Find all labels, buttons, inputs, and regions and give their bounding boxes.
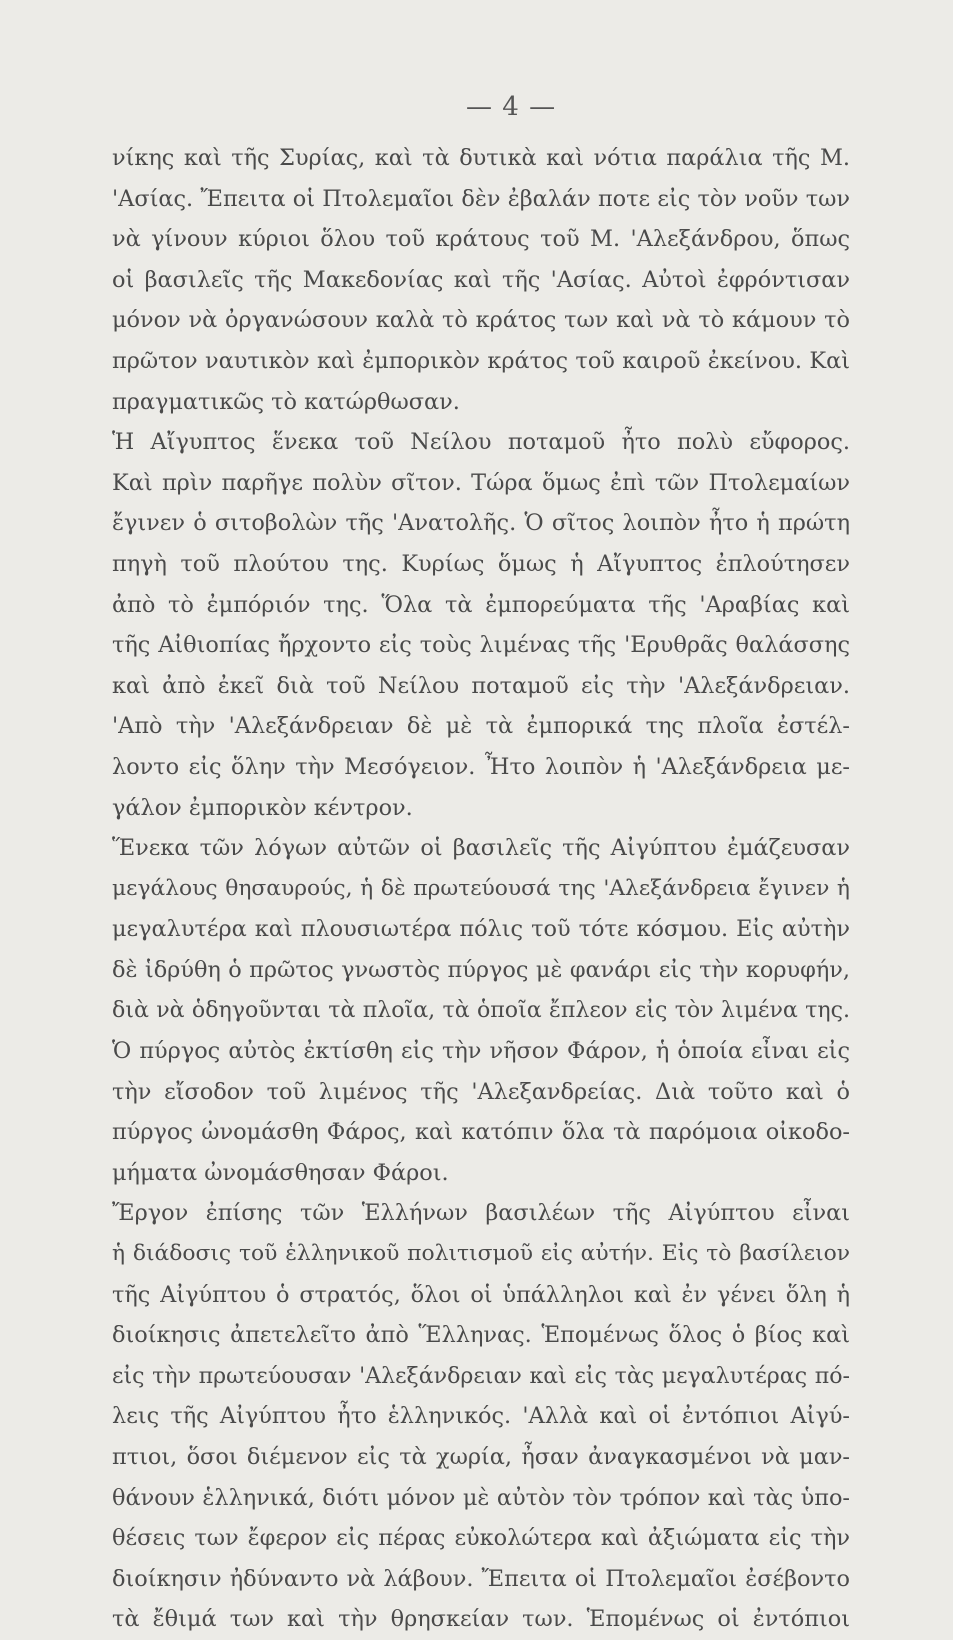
text-line: θάνουν ἑλληνικά, διότι μόνον μὲ αὐτὸν τὸν τρόπον καὶ τὰς ὑπο- — [112, 1484, 850, 1511]
text-line: διοίκησιν ἠδύναντο νὰ λάβουν. Ἔπειτα οἱ Πτολεμαῖοι ἐσέβοντο — [112, 1565, 850, 1592]
text-line: Ἔργον ἐπίσης τῶν Ἑλλήνων βασιλέων τῆς Αἰγύπτου εἶναι — [112, 1200, 850, 1227]
text-line: καὶ ἀπὸ ἐκεῖ διὰ τοῦ Νείλου ποταμοῦ εἰς τὴν 'Αλεξάνδρειαν. — [112, 672, 850, 699]
text-line: γάλον ἐμπορικὸν κέντρον. — [112, 794, 413, 821]
text-line: μόνον νὰ ὀργανώσουν καλὰ τὸ κράτος των καὶ νὰ τὸ κάμουν τὸ — [112, 307, 850, 334]
text-line: εἰς τὴν πρωτεύουσαν 'Αλεξάνδρειαν καὶ εἰς τὰς μεγαλυτέρας πό- — [112, 1362, 850, 1389]
text-line: τῆς Αἰγύπτου ὁ στρατός, ὅλοι οἱ ὑπάλληλοι καὶ ἐν γένει ὅλη ἡ — [112, 1281, 850, 1308]
text-line: ἔγινεν ὁ σιτοβολὼν τῆς 'Ανατολῆς. Ὁ σῖτος λοιπὸν ἦτο ἡ πρώτη — [112, 510, 850, 537]
text-line: ἀπὸ τὸ ἐμπόριόν της. Ὅλα τὰ ἐμπορεύματα τῆς 'Αραβίας καὶ — [112, 591, 850, 618]
text-line: τὴν εἴσοδον τοῦ λιμένος τῆς 'Αλεξανδρείας. Διὰ τοῦτο καὶ ὁ — [112, 1078, 850, 1105]
text-line: νίκης καὶ τῆς Συρίας, καὶ τὰ δυτικὰ καὶ νότια παράλια τῆς Μ. — [112, 145, 850, 171]
text-line: νὰ γίνουν κύριοι ὅλου τοῦ κράτους τοῦ Μ. 'Αλεξάνδρου, ὅπως — [112, 226, 850, 253]
text-line: πραγματικῶς τὸ κατώρθωσαν. — [112, 388, 460, 415]
text-line: ἡ διάδοσις τοῦ ἑλληνικοῦ πολιτισμοῦ εἰς αὐτήν. Εἰς τὸ βασίλειον — [112, 1241, 850, 1267]
body-text — [112, 138, 850, 1640]
text-line: πρῶτον ναυτικὸν καὶ ἐμπορικὸν κράτος τοῦ καιροῦ ἐκείνου. Καὶ — [112, 347, 850, 374]
text-line: διοίκησις ἀπετελεῖτο ἀπὸ Ἕλληνας. Ἑπομένως ὅλος ὁ βίος καὶ — [112, 1322, 850, 1349]
text-line: 'Απὸ τὴν 'Αλεξάνδρειαν δὲ μὲ τὰ ἐμπορικά της πλοῖα ἐστέλ- — [112, 713, 850, 740]
text-line: τὰ ἔθιμά των καὶ τὴν θρησκείαν των. Ἑπομένως οἱ ἐντόπιοι — [112, 1606, 850, 1633]
text-line: θέσεις των ἔφερον εἰς πέρας εὐκολώτερα καὶ ἀξιώματα εἰς τὴν — [112, 1525, 850, 1552]
text-line: οἱ βασιλεῖς τῆς Μακεδονίας καὶ τῆς 'Ασίας. Αὐτοὶ ἐφρόντισαν — [112, 266, 850, 293]
text-line: δὲ ἱδρύθη ὁ πρῶτος γνωστὸς πύργος μὲ φανάρι εἰς τὴν κορυφήν, — [112, 956, 850, 983]
text-line: τῆς Αἰθιοπίας ἤρχοντο εἰς τοὺς λιμένας τῆς 'Ερυθρᾶς θαλάσσης — [112, 632, 850, 659]
text-line: Ἕνεκα τῶν λόγων αὐτῶν οἱ βασιλεῖς τῆς Αἰγύπτου ἐμάζευσαν — [112, 835, 850, 862]
text-line: μεγαλυτέρα καὶ πλουσιωτέρα πόλις τοῦ τότε κόσμου. Εἰς αὐτὴν — [112, 916, 850, 943]
text-line: Ὁ πύργος αὐτὸς ἐκτίσθη εἰς τὴν νῆσον Φάρον, ἡ ὁποία εἶναι εἰς — [112, 1038, 850, 1065]
text-line: διὰ νὰ ὁδηγοῦνται τὰ πλοῖα, τὰ ὁποῖα ἔπλεον εἰς τὸν λιμένα της. — [112, 997, 850, 1024]
text-line: πηγὴ τοῦ πλούτου της. Κυρίως ὅμως ἡ Αἴγυπτος ἐπλούτησεν — [112, 550, 850, 577]
text-line: μήματα ὠνομάσθησαν Φάροι. — [112, 1159, 449, 1186]
text-line: λοντο εἰς ὅλην τὴν Μεσόγειον. Ἦτο λοιπὸν ἡ 'Αλεξάνδρεια με- — [112, 753, 850, 780]
text-line: πτιοι, ὅσοι διέμενον εἰς τὰ χωρία, ἦσαν ἀναγκασμένοι νὰ μαν- — [112, 1444, 850, 1470]
text-line: Καὶ πρὶν παρῆγε πολὺν σῖτον. Τώρα ὅμως ἐπὶ τῶν Πτολεμαίων — [112, 469, 850, 496]
page-number: — 4 — — [466, 92, 557, 122]
text-line: Ἡ Αἴγυπτος ἕνεκα τοῦ Νείλου ποταμοῦ ἦτο πολὺ εὔφορος. — [112, 429, 850, 456]
text-line: πύργος ὠνομάσθη Φάρος, καὶ κατόπιν ὅλα τὰ παρόμοια οἰκοδο- — [112, 1119, 850, 1146]
text-line: λεις τῆς Αἰγύπτου ἦτο ἑλληνικός. 'Αλλὰ καὶ οἱ ἐντόπιοι Αἰγύ- — [112, 1403, 850, 1430]
text-line: 'Ασίας. Ἔπειτα οἱ Πτολεμαῖοι δὲν ἐβαλάν ποτε εἰς τὸν νοῦν των — [112, 185, 850, 212]
text-line: μεγάλους θησαυρούς, ἡ δὲ πρωτεύουσά της 'Αλεξάνδρεια ἔγινεν ἡ — [112, 875, 850, 901]
